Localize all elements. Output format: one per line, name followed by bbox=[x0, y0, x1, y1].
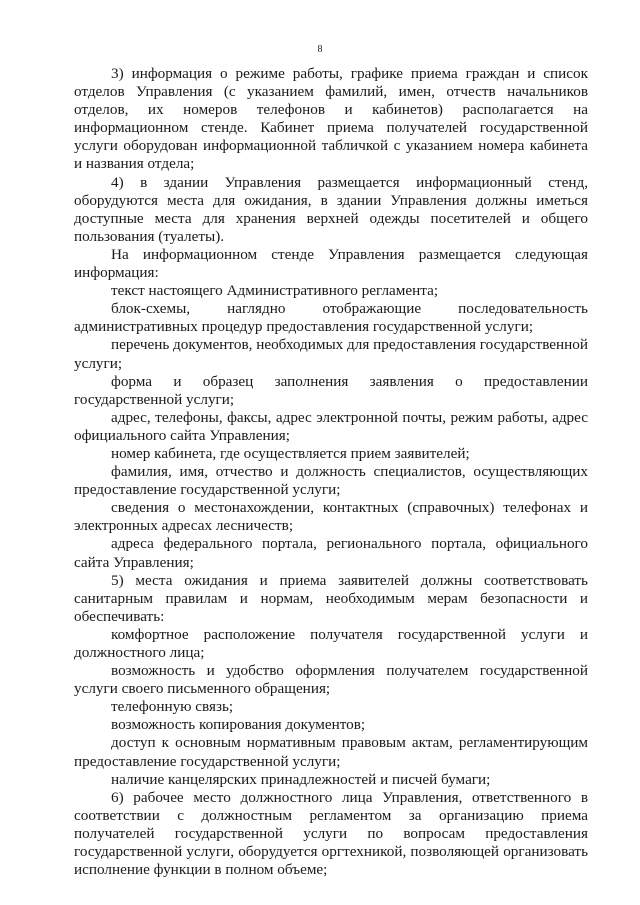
paragraph: возможность и удобство оформления получателем государственной услуги своего письменного обращения; bbox=[74, 662, 588, 698]
page-number: 8 bbox=[317, 44, 323, 55]
paragraph: комфортное расположение получателя государственной услуги и должностного лица; bbox=[74, 625, 588, 661]
paragraph: 3) информация о режиме работы, графике приема граждан и список отделов Управления (с указанием фамилий, имен, отчеств начальников отделов, их номеров телефонов и кабинетов) располагается на информационном стенде. Кабинет приема получателей государственной услуги оборудован информационной табличкой с указанием номера кабинета и названия отдела; bbox=[74, 65, 588, 173]
paragraph: адрес, телефоны, факсы, адрес электронной почты, режим работы, адрес официального сайта Управления; bbox=[74, 408, 588, 444]
paragraph: возможность копирования документов; bbox=[111, 716, 366, 734]
paragraph: 6) рабочее место должностного лица Управления, ответственного в соответствии с должностным регламентом за организацию приема получателей государственной услуги по вопросам предоставления государственной услуги, оборудуется оргтехникой, позволяющей организовать исполнение функции в полном объеме; bbox=[74, 788, 588, 879]
paragraph: номер кабинета, где осуществляется прием заявителей; bbox=[111, 444, 470, 462]
paragraph: адреса федерального портала, регионального портала, официального сайта Управления; bbox=[74, 535, 588, 571]
paragraph: сведения о местонахождении, контактных (справочных) телефонах и электронных адресах лесничеств; bbox=[74, 499, 588, 535]
paragraph: блок-схемы, наглядно отображающие последовательность административных процедур предоставления государственной услуги; bbox=[74, 300, 588, 336]
paragraph: доступ к основным нормативным правовым актам, регламентирующим предоставление государственной услуги; bbox=[74, 734, 588, 770]
paragraph: наличие канцелярских принадлежностей и писчей бумаги; bbox=[111, 770, 491, 788]
paragraph: 5) места ожидания и приема заявителей должны соответствовать санитарным правилам и нормам, необходимым мерам безопасности и обеспечивать: bbox=[74, 571, 588, 625]
paragraph: 4) в здании Управления размещается информационный стенд, оборудуются места для ожидания, в здании Управления должны иметься доступные места для хранения верхней одежды посетителей и общего пользования (туалеты). bbox=[74, 173, 588, 245]
paragraph: фамилия, имя, отчество и должность специалистов, осуществляющих предоставление государственной услуги; bbox=[74, 463, 588, 499]
document-body bbox=[74, 65, 588, 879]
paragraph: перечень документов, необходимых для предоставления государственной услуги; bbox=[74, 336, 588, 372]
paragraph: текст настоящего Административного регламента; bbox=[111, 282, 439, 300]
paragraph: На информационном стенде Управления размещается следующая информация: bbox=[74, 245, 588, 282]
paragraph: форма и образец заполнения заявления о предоставлении государственной услуги; bbox=[74, 372, 588, 408]
paragraph: телефонную связь; bbox=[111, 698, 234, 716]
